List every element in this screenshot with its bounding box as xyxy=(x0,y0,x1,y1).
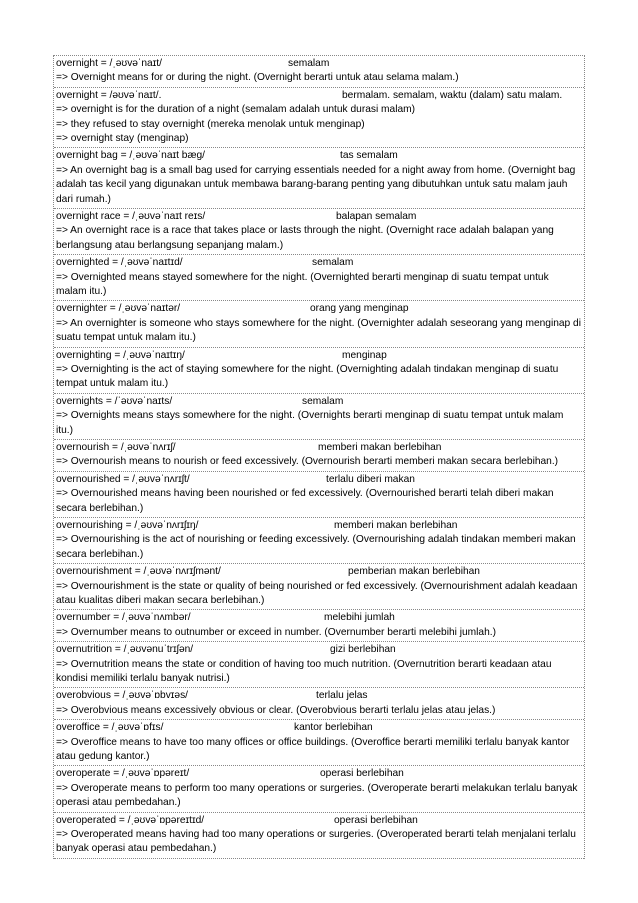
entry-definition: => Overnights means stays somewhere for the night. (Overnights berarti menginap di suatu tempat untuk malam itu.) xyxy=(56,410,567,436)
entry-translation: bermalam. semalam, waktu (dalam) satu malam. xyxy=(342,89,563,101)
entry-translation: pemberian makan berlebihan xyxy=(348,566,480,578)
entry-definition: => Overnighted means stayed somewhere for the night. (Overnighted berarti menginap di suatu tempat untuk malam itu.) xyxy=(56,271,552,298)
entry-term: overnights = /ˈəʊvəˈnaɪts/ xyxy=(56,395,173,407)
entry-definition: => Overoffice means to have too many offices or office buildings. (Overoffice berarti memiliki terlalu banyak kantor atau gedung kantor.) xyxy=(56,736,573,763)
entry-definition: => Overnumber means to outnumber or exceed in number. (Overnumber berarti melebihi jumlah.) xyxy=(56,626,496,638)
entry-term: overoffice = /ˌəʊvəˈɒfɪs/ xyxy=(56,722,164,734)
entry-translation: terlalu jelas xyxy=(316,690,368,702)
entry-definition: => Overnourishing is the act of nourishing or feeding excessively. (Overnourishing adalah tindakan memberi makan secara berlebihan.) xyxy=(56,534,579,560)
glossary-entry xyxy=(54,518,584,564)
glossary-entry xyxy=(54,301,584,347)
entry-definition: => Overoperated means having had too many operations or surgeries. (Overoperated berarti telah menjalani terlalu banyak operasi atau pembedahan.) xyxy=(56,829,579,855)
entry-definition: => An overnight race is a race that takes place or lasts through the night. (Overnight race adalah balapan yang berlangsung atau berlangsung sepanjang malam.) xyxy=(56,225,557,251)
glossary-entry xyxy=(54,148,584,209)
entry-translation: memberi makan berlebihan xyxy=(318,442,442,454)
entry-header xyxy=(56,814,582,828)
entry-definition: => Overnutrition means the state or condition of having too much nutrition. (Overnutrition berarti keadaan atau kondisi memiliki terlalu banyak nutrisi.) xyxy=(56,658,555,685)
entry-translation: semalam xyxy=(312,257,354,269)
entry-term: overnight = /əʊvəˈnaɪt/. xyxy=(56,89,162,101)
entry-header xyxy=(56,565,582,579)
entry-header xyxy=(56,721,582,735)
glossary-entry xyxy=(54,642,584,688)
entry-definition: => Overnourishment is the state or quality of being nourished or fed excessively. (Overnourishment adalah keadaan atau kualitas diberi makan secara berlebihan.) xyxy=(56,580,581,607)
entry-header xyxy=(56,689,582,703)
entry-definition: => Overoperate means to perform too many operations or surgeries. (Overoperate berarti melakukan terlalu banyak operasi atau pembedahan.) xyxy=(56,782,581,809)
entry-translation: kantor berlebihan xyxy=(294,722,373,734)
entry-term: overnight bag = /ˌəʊvəˈnaɪt bæɡ/ xyxy=(56,150,206,162)
entry-term: overnumber = /ˌəʊvəˈnʌmbər/ xyxy=(56,612,191,624)
entry-term: overnight race = /ˌəʊvəˈnaɪt reɪs/ xyxy=(56,211,206,223)
glossary-entry xyxy=(54,610,584,642)
glossary-entry xyxy=(54,394,584,440)
entry-translation: orang yang menginap xyxy=(310,303,409,315)
entry-term: overnighted = /ˌəʊvəˈnaɪtɪd/ xyxy=(56,257,183,269)
entry-header xyxy=(56,57,582,71)
entry-term: overnourishment = /ˌəʊvəˈnʌrɪʃmənt/ xyxy=(56,566,221,578)
glossary-entry xyxy=(54,255,584,301)
glossary-entry xyxy=(54,440,584,472)
entry-header xyxy=(56,519,582,533)
entry-translation: balapan semalam xyxy=(336,211,417,223)
entry-definition: => Overnourish means to nourish or feed excessively. (Overnourish berarti memberi makan secara berlebihan.) xyxy=(56,456,559,468)
entry-translation: terlalu diberi makan xyxy=(326,473,415,485)
entry-definition: => An overnighter is someone who stays somewhere for the night. (Overnighter adalah seseorang yang menginap di suatu tempat untuk malam itu.) xyxy=(56,317,584,344)
entry-definition: => Overnourished means having been nourished or fed excessively. (Overnourished berarti telah diberi makan secara berlebihan.) xyxy=(56,488,557,514)
entry-term: overobvious = /ˌəʊvəˈɒbvɪəs/ xyxy=(56,690,189,702)
glossary-entry xyxy=(54,564,584,610)
entry-header xyxy=(56,256,582,270)
glossary-entry xyxy=(54,348,584,394)
entry-translation: semalam xyxy=(302,395,344,407)
entry-definition: => they refused to stay overnight (mereka menolak untuk menginap) xyxy=(56,118,365,130)
glossary-entry xyxy=(54,472,584,518)
glossary-table xyxy=(53,55,585,859)
glossary-entry xyxy=(54,88,584,149)
entry-definition: => Overobvious means excessively obvious or clear. (Overobvious berarti terlalu jelas atau jelas.) xyxy=(56,704,496,716)
entry-header xyxy=(56,395,582,409)
entry-term: overnourishing = /ˌəʊvəˈnʌrɪʃɪŋ/ xyxy=(56,520,199,532)
entry-header xyxy=(56,349,582,363)
glossary-entry xyxy=(54,688,584,720)
entry-header xyxy=(56,643,582,657)
entry-term: overnighter = /ˌəʊvəˈnaɪtər/ xyxy=(56,303,181,315)
entry-header xyxy=(56,89,582,103)
entry-term: overnight = /ˌəʊvəˈnaɪt/ xyxy=(56,58,162,69)
glossary-entry xyxy=(54,766,584,812)
entry-term: overnighting = /ˌəʊvəˈnaɪtɪŋ/ xyxy=(56,349,185,361)
entry-header xyxy=(56,441,582,455)
entry-term: overoperate = /ˌəʊvəˈɒpəreɪt/ xyxy=(56,768,190,780)
entry-translation: semalam xyxy=(288,58,330,69)
entry-definition: => Overnight means for or during the night. (Overnight berarti untuk atau selama malam.) xyxy=(56,72,459,84)
entry-header xyxy=(56,302,582,316)
entry-definition: => overnight stay (menginap) xyxy=(56,133,189,144)
entry-header xyxy=(56,473,582,487)
entry-term: overnourish = /ˌəʊvəˈnʌrɪʃ/ xyxy=(56,442,176,454)
entry-header xyxy=(56,611,582,625)
entry-definition: => overnight is for the duration of a night (semalam adalah untuk durasi malam) xyxy=(56,104,416,116)
entry-definition: => Overnighting is the act of staying somewhere for the night. (Overnighting adalah tindakan menginap di suatu tempat untuk malam itu.) xyxy=(56,364,562,390)
entry-translation: memberi makan berlebihan xyxy=(334,520,458,532)
entry-header xyxy=(56,210,582,224)
glossary-entry xyxy=(54,813,584,859)
entry-header xyxy=(56,767,582,781)
entry-translation: gizi berlebihan xyxy=(330,644,396,656)
glossary-entry xyxy=(54,56,584,88)
entry-translation: operasi berlebihan xyxy=(334,814,418,826)
entry-translation: menginap xyxy=(342,349,387,361)
entry-translation: melebihi jumlah xyxy=(324,612,395,624)
glossary-entry xyxy=(54,720,584,766)
entry-term: overoperated = /ˌəʊvəˈɒpəreɪtɪd/ xyxy=(56,814,205,826)
entry-term: overnutrition = /ˌəʊvənuˈtrɪʃən/ xyxy=(56,644,194,656)
glossary-entry xyxy=(54,209,584,255)
entry-term: overnourished = /ˌəʊvəˈnʌrɪʃt/ xyxy=(56,473,190,485)
entry-header xyxy=(56,149,582,163)
entry-translation: operasi berlebihan xyxy=(320,768,404,780)
entry-definition: => An overnight bag is a small bag used for carrying essentials needed for a night away from home. (Overnight bag adalah tas kecil yang digunakan untuk membawa barang-barang penting yang dibutuhkan untuk satu malam jauh dari rumah.) xyxy=(56,164,579,205)
entry-translation: tas semalam xyxy=(340,150,398,162)
